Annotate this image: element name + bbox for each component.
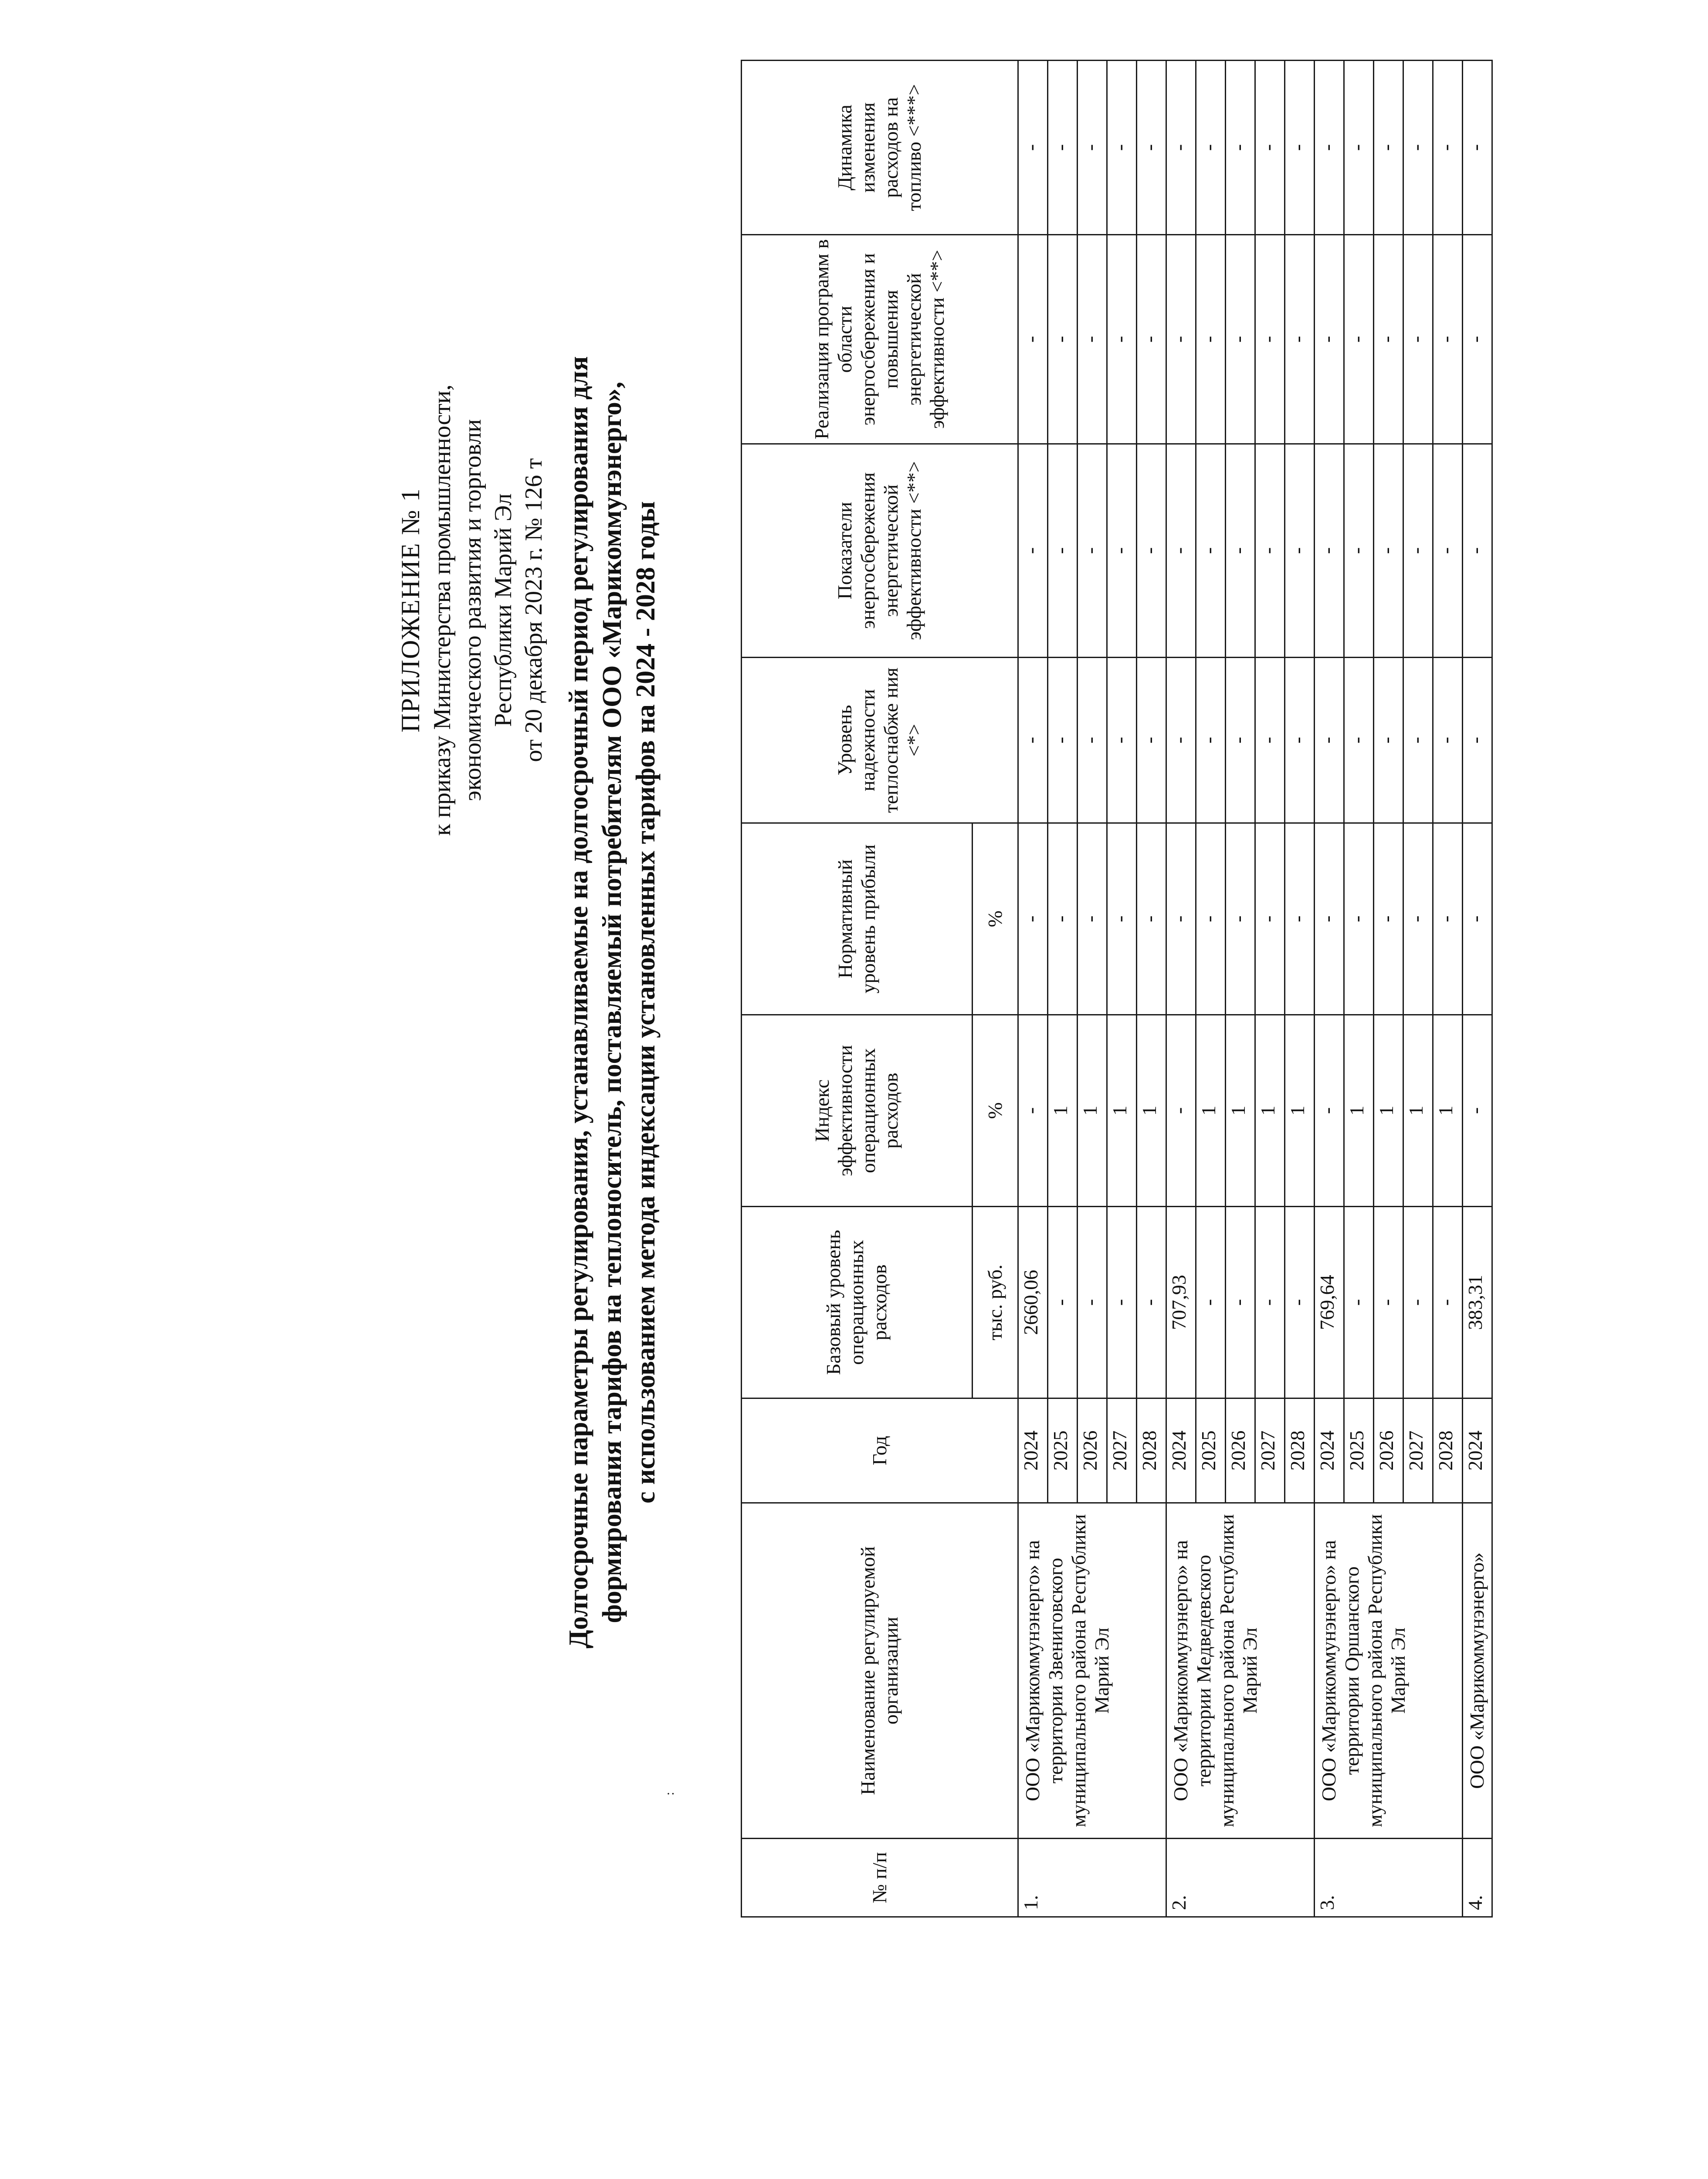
programs-cell: -: [1285, 235, 1315, 444]
base-cell: -: [1374, 1207, 1403, 1398]
fuel-cell: -: [1255, 61, 1285, 235]
reliability-cell: -: [1403, 658, 1433, 823]
profit-cell: -: [1285, 823, 1315, 1015]
org-name: ООО «Марикоммунэнерго» на территории Оршанского муниципального района Республики Марий Эл: [1315, 1503, 1463, 1839]
fuel-cell: -: [1285, 61, 1315, 235]
energy-indicators-cell: -: [1315, 444, 1344, 658]
year-cell: 2028: [1433, 1398, 1463, 1503]
table-row: [1463, 61, 1492, 1917]
reliability-cell: -: [1107, 658, 1137, 823]
fuel-cell: -: [1048, 61, 1078, 235]
base-cell: -: [1048, 1207, 1078, 1398]
header-reliability: Уровень надежности теплоснабже ния <*>: [742, 658, 1018, 823]
appendix-line: Республики Марий Эл: [490, 493, 517, 727]
header-num: № п/п: [742, 1839, 1018, 1917]
unit-base: тыс. руб.: [973, 1207, 1018, 1398]
programs-cell: -: [1433, 235, 1463, 444]
appendix-title: ПРИЛОЖЕНИЕ № 1: [396, 488, 425, 733]
index-cell: -: [1018, 1015, 1048, 1207]
base-cell: -: [1107, 1207, 1137, 1398]
org-number: 2.: [1166, 1839, 1315, 1917]
document-sheet: [357, 0, 1708, 1939]
year-cell: 2028: [1285, 1398, 1315, 1503]
fuel-cell: -: [1463, 61, 1492, 235]
base-cell: 2660,06: [1018, 1207, 1048, 1398]
programs-cell: -: [1374, 235, 1403, 444]
programs-cell: -: [1344, 235, 1374, 444]
programs-cell: -: [1255, 235, 1285, 444]
fuel-cell: -: [1433, 61, 1463, 235]
year-cell: 2025: [1344, 1398, 1374, 1503]
year-cell: 2024: [1315, 1398, 1344, 1503]
table-row: [1018, 61, 1048, 1917]
title-line: формирования тарифов на теплоноситель, поставляемый потребителям ООО «Марикоммунэнерго»,: [597, 381, 627, 1623]
profit-cell: -: [1344, 823, 1374, 1015]
unit-index: %: [973, 1015, 1018, 1207]
profit-cell: -: [1078, 823, 1107, 1015]
energy-indicators-cell: -: [1196, 444, 1226, 658]
reliability-cell: -: [1018, 658, 1048, 823]
reliability-cell: -: [1048, 658, 1078, 823]
year-cell: 2026: [1374, 1398, 1403, 1503]
fuel-cell: -: [1315, 61, 1344, 235]
year-cell: 2027: [1403, 1398, 1433, 1503]
year-cell: 2027: [1255, 1398, 1285, 1503]
year-cell: 2024: [1166, 1398, 1196, 1503]
programs-cell: -: [1107, 235, 1137, 444]
reliability-cell: -: [1226, 658, 1255, 823]
energy-indicators-cell: -: [1078, 444, 1107, 658]
reliability-cell: -: [1344, 658, 1374, 823]
header-energy-indicators: Показатели энергосбережения энергетической эффективности <**>: [742, 444, 1018, 658]
org-number: 4.: [1463, 1839, 1492, 1917]
programs-cell: -: [1403, 235, 1433, 444]
profit-cell: -: [1226, 823, 1255, 1015]
base-cell: -: [1078, 1207, 1107, 1398]
base-cell: -: [1403, 1207, 1433, 1398]
energy-indicators-cell: -: [1166, 444, 1196, 658]
reliability-cell: -: [1315, 658, 1344, 823]
appendix-date: от 20 декабря 2023 г. № 126 т: [520, 458, 547, 762]
energy-indicators-cell: -: [1137, 444, 1166, 658]
base-cell: -: [1196, 1207, 1226, 1398]
programs-cell: -: [1137, 235, 1166, 444]
reliability-cell: -: [1166, 658, 1196, 823]
base-cell: -: [1137, 1207, 1166, 1398]
fuel-cell: -: [1166, 61, 1196, 235]
profit-cell: -: [1048, 823, 1078, 1015]
index-cell: 1: [1255, 1015, 1285, 1207]
reliability-cell: -: [1463, 658, 1492, 823]
index-cell: -: [1315, 1015, 1344, 1207]
reliability-cell: -: [1196, 658, 1226, 823]
energy-indicators-cell: -: [1107, 444, 1137, 658]
reliability-cell: -: [1433, 658, 1463, 823]
year-cell: 2025: [1196, 1398, 1226, 1503]
programs-cell: -: [1463, 235, 1492, 444]
energy-indicators-cell: -: [1285, 444, 1315, 658]
index-cell: 1: [1403, 1015, 1433, 1207]
energy-indicators-cell: -: [1463, 444, 1492, 658]
fuel-cell: -: [1018, 61, 1048, 235]
fuel-cell: -: [1107, 61, 1137, 235]
profit-cell: -: [1315, 823, 1344, 1015]
programs-cell: -: [1226, 235, 1255, 444]
org-number: 3.: [1315, 1839, 1463, 1917]
base-cell: -: [1285, 1207, 1315, 1398]
year-cell: 2026: [1078, 1398, 1107, 1503]
index-cell: 1: [1107, 1015, 1137, 1207]
profit-cell: -: [1137, 823, 1166, 1015]
index-cell: 1: [1285, 1015, 1315, 1207]
fuel-cell: -: [1196, 61, 1226, 235]
fuel-cell: -: [1078, 61, 1107, 235]
base-cell: -: [1255, 1207, 1285, 1398]
table-row: [1166, 61, 1196, 1917]
reliability-cell: -: [1285, 658, 1315, 823]
fuel-cell: -: [1374, 61, 1403, 235]
org-name: ООО «Марикоммунэнерго»: [1463, 1503, 1492, 1839]
year-cell: 2024: [1018, 1398, 1048, 1503]
table-row: [1315, 61, 1344, 1917]
profit-cell: -: [1166, 823, 1196, 1015]
energy-indicators-cell: -: [1374, 444, 1403, 658]
programs-cell: -: [1315, 235, 1344, 444]
title-line: с использованием метода индексации установленных тарифов на 2024 - 2028 годы: [630, 501, 661, 1504]
energy-indicators-cell: -: [1048, 444, 1078, 658]
base-cell: -: [1226, 1207, 1255, 1398]
base-cell: 769,64: [1315, 1207, 1344, 1398]
reliability-cell: -: [1078, 658, 1107, 823]
index-cell: 1: [1078, 1015, 1107, 1207]
year-cell: 2027: [1107, 1398, 1137, 1503]
profit-cell: -: [1018, 823, 1048, 1015]
programs-cell: -: [1048, 235, 1078, 444]
index-cell: 1: [1048, 1015, 1078, 1207]
index-cell: 1: [1374, 1015, 1403, 1207]
fuel-cell: -: [1403, 61, 1433, 235]
energy-indicators-cell: -: [1018, 444, 1048, 658]
base-cell: -: [1344, 1207, 1374, 1398]
index-cell: 1: [1433, 1015, 1463, 1207]
org-name: ООО «Марикоммунэнерго» на территории Звениговского муниципального района Республики Марий Эл: [1018, 1503, 1166, 1839]
header-programs: Реализация программ в области энергосбережения и повышения энергетической эффективности <**>: [742, 235, 1018, 444]
programs-cell: -: [1078, 235, 1107, 444]
unit-profit: %: [973, 823, 1018, 1015]
org-name: ООО «Марикоммунэнерго» на территории Медведевского муниципального района Республики Марий Эл: [1166, 1503, 1315, 1839]
reliability-cell: -: [1374, 658, 1403, 823]
header-index: Индекс эффективности операционных расходов: [742, 1015, 973, 1207]
header-profit: Нормативный уровень прибыли: [742, 823, 973, 1015]
year-cell: 2028: [1137, 1398, 1166, 1503]
energy-indicators-cell: -: [1255, 444, 1285, 658]
year-cell: 2026: [1226, 1398, 1255, 1503]
profit-cell: -: [1403, 823, 1433, 1015]
year-cell: 2024: [1463, 1398, 1492, 1503]
index-cell: 1: [1226, 1015, 1255, 1207]
index-cell: 1: [1344, 1015, 1374, 1207]
energy-indicators-cell: -: [1403, 444, 1433, 658]
profit-cell: -: [1374, 823, 1403, 1015]
base-cell: -: [1433, 1207, 1463, 1398]
profit-cell: -: [1255, 823, 1285, 1015]
appendix-header: [394, 22, 549, 1198]
header-year: Год: [742, 1398, 1018, 1503]
energy-indicators-cell: -: [1226, 444, 1255, 658]
header-org: Наименование регулируемой организации: [742, 1503, 1018, 1839]
index-cell: 1: [1137, 1015, 1166, 1207]
profit-cell: -: [1196, 823, 1226, 1015]
base-cell: 707,93: [1166, 1207, 1196, 1398]
fuel-cell: -: [1344, 61, 1374, 235]
index-cell: 1: [1196, 1015, 1226, 1207]
energy-indicators-cell: -: [1344, 444, 1374, 658]
org-number: 1.: [1018, 1839, 1166, 1917]
table-body: [1018, 61, 1492, 1917]
parameters-table: [741, 60, 1493, 1918]
stray-mark: :: [662, 1792, 677, 1795]
profit-cell: -: [1433, 823, 1463, 1015]
header-fuel: Динамика изменения расходов на топливо <***>: [742, 61, 1018, 235]
reliability-cell: -: [1255, 658, 1285, 823]
energy-indicators-cell: -: [1433, 444, 1463, 658]
profit-cell: -: [1107, 823, 1137, 1015]
title-line: Долгосрочные параметры регулирования, устанавливаемые на долгосрочный период регулирования для: [564, 356, 593, 1649]
programs-cell: -: [1196, 235, 1226, 444]
appendix-line: экономического развития и торговли: [459, 419, 486, 801]
fuel-cell: -: [1226, 61, 1255, 235]
reliability-cell: -: [1137, 658, 1166, 823]
year-cell: 2025: [1048, 1398, 1078, 1503]
header-base: Базовый уровень операционных расходов: [742, 1207, 973, 1398]
programs-cell: -: [1166, 235, 1196, 444]
header-row: [742, 61, 973, 1917]
index-cell: -: [1463, 1015, 1492, 1207]
profit-cell: -: [1463, 823, 1492, 1015]
base-cell: 383,31: [1463, 1207, 1492, 1398]
programs-cell: -: [1018, 235, 1048, 444]
index-cell: -: [1166, 1015, 1196, 1207]
appendix-line: к приказу Министерства промышленности,: [429, 384, 456, 836]
fuel-cell: -: [1137, 61, 1166, 235]
document-title: [562, 65, 663, 1939]
